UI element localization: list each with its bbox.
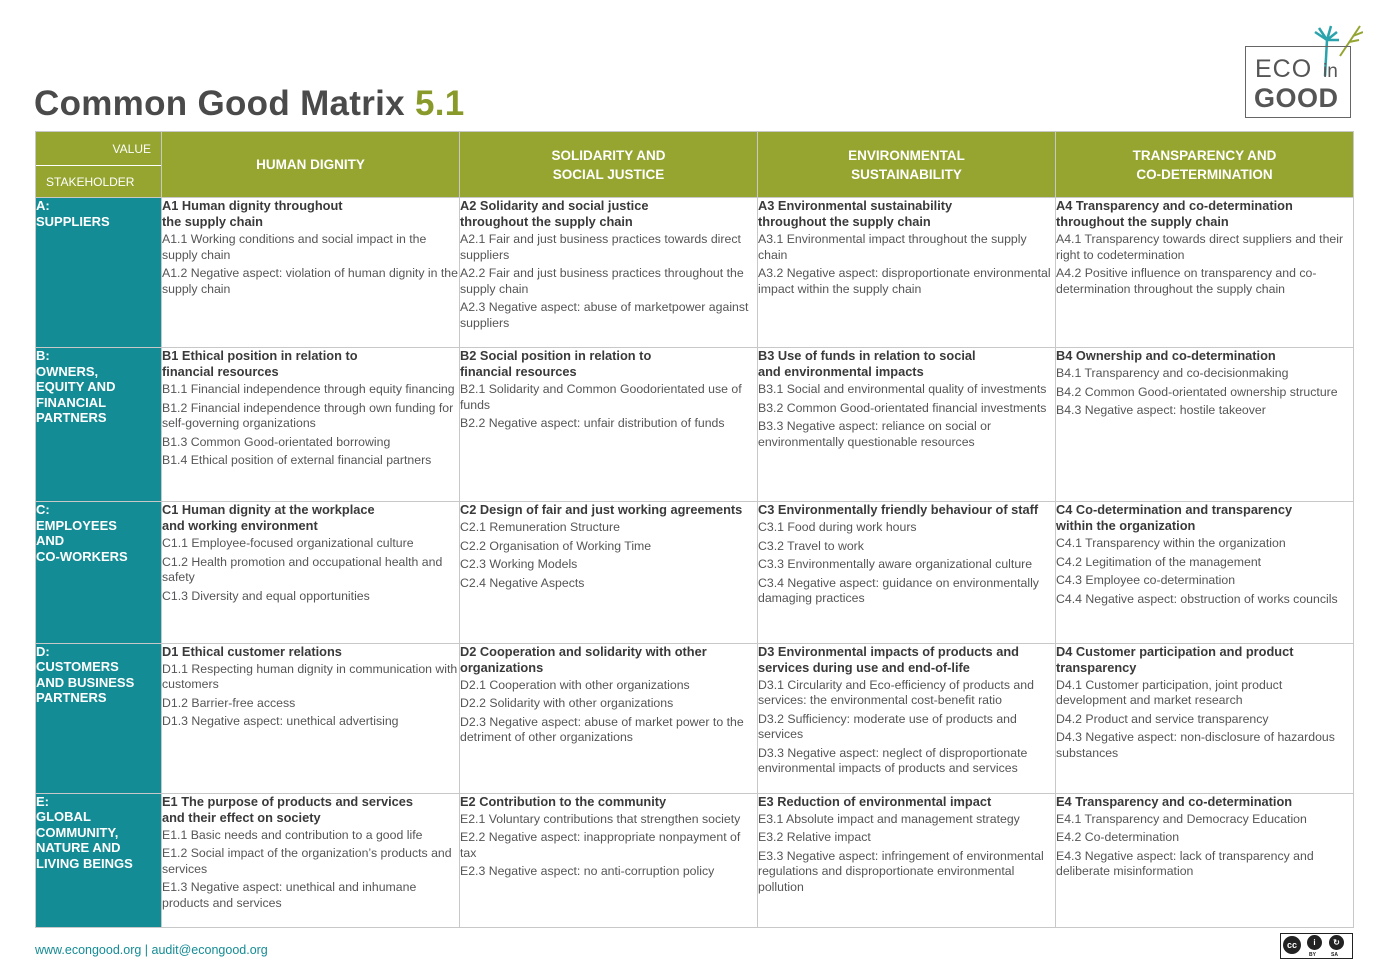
common-good-matrix (35, 131, 1354, 928)
cell-item: E1.2 Social impact of the organization’s products and services (162, 846, 452, 876)
cell-item: B1.2 Financial independence through own funding for self-governing organizations (162, 400, 454, 431)
matrix-cell (162, 793, 460, 927)
cell-item: D4.1 Customer participation, joint product development and market research (1056, 677, 1283, 708)
stakeholder-label: STAKEHOLDER (46, 175, 135, 189)
econgood-logo (1245, 18, 1363, 120)
cell-item: E4.3 Negative aspect: lack of transparency and deliberate misinformation (1056, 848, 1314, 879)
cell-title: C3 Environmentally friendly behaviour of staff (758, 502, 1039, 518)
cell-item: D4.2 Product and service transparency (1056, 711, 1269, 726)
cell-title: C2 Design of fair and just working agreements (460, 502, 743, 518)
column-header: SOLIDARITY AND SOCIAL JUSTICE (460, 132, 758, 198)
cell-item: C3.4 Negative aspect: guidance on environmentally damaging practices (758, 575, 1039, 606)
cell-item: A2.2 Fair and just business practices throughout the supply chain (460, 266, 744, 296)
cell-title: C1 Human dignity at the workplace and working environment (162, 502, 375, 534)
matrix-cell (758, 643, 1056, 793)
cell-item: B3.2 Common Good-orientated financial investments (758, 400, 1047, 415)
value-label: VALUE (112, 142, 151, 156)
cell-title: A3 Environmental sustainability throughout the supply chain (758, 198, 953, 229)
cell-item: E1.1 Basic needs and contribution to a good life (162, 827, 423, 842)
footer-links[interactable]: www.econgood.org | audit@econgood.org (35, 943, 268, 957)
cell-item: C3.3 Environmentally aware organizational culture (758, 557, 1033, 572)
matrix-cell (758, 198, 1056, 348)
cell-item: D2.3 Negative aspect: abuse of market power to the detriment of other organizations (460, 714, 744, 745)
matrix-row (36, 502, 1354, 643)
logo-box (1245, 46, 1351, 118)
cell-title: E4 Transparency and co-determination (1056, 793, 1293, 809)
cell-item: C2.1 Remuneration Structure (460, 520, 620, 535)
cell-item: A3.2 Negative aspect: disproportionate environmental impact within the supply chain (758, 266, 1051, 296)
cell-item: C4.2 Legitimation of the management (1056, 554, 1262, 569)
cc-icon: cc (1283, 936, 1301, 954)
cell-item: D2.2 Solidarity with other organizations (460, 696, 674, 711)
cell-title: B1 Ethical position in relation to financial resources (162, 348, 358, 380)
cell-item: C4.4 Negative aspect: obstruction of works councils (1056, 591, 1338, 606)
cell-item: C4.3 Employee co-determination (1056, 573, 1236, 588)
cell-item: C3.1 Food during work hours (758, 520, 917, 535)
matrix-cell (460, 502, 758, 643)
cell-item: E3.3 Negative aspect: infringement of environmental regulations and disproportionate environmental pollution (758, 848, 1044, 894)
matrix-cell (460, 793, 758, 927)
cell-title: A2 Solidarity and social justice throughout the supply chain (460, 198, 649, 229)
cell-item: C1.3 Diversity and equal opportunities (162, 588, 370, 603)
cell-item: B3.3 Negative aspect: reliance on social or environmentally questionable resources (758, 419, 992, 449)
cell-title: B3 Use of funds in relation to social and environmental impacts (758, 348, 976, 380)
cell-item: E2.3 Negative aspect: no anti-corruption policy (460, 864, 715, 879)
stakeholder-cell: E: GLOBAL COMMUNITY, NATURE AND LIVING BEINGS (36, 793, 162, 927)
cell-item: C2.2 Organisation of Working Time (460, 538, 652, 553)
column-header: HUMAN DIGNITY (162, 132, 460, 198)
matrix-cell (1056, 348, 1354, 502)
cell-item: D3.3 Negative aspect: neglect of disproportionate environmental impacts of products and services (758, 745, 1028, 776)
matrix-cell (1056, 793, 1354, 927)
cell-title: D2 Cooperation and solidarity with other organizations (460, 643, 707, 675)
cell-item: D1.1 Respecting human dignity in communication with customers (162, 661, 458, 692)
logo-good: GOOD (1254, 83, 1339, 113)
creative-commons-icon (1280, 933, 1353, 959)
cell-item: E2.1 Voluntary contributions that strengthen society (460, 811, 741, 826)
cell-title: E1 The purpose of products and services and their effect on society (162, 793, 414, 825)
cell-item: C3.2 Travel to work (758, 538, 864, 553)
matrix-cell (460, 643, 758, 793)
cell-title: D3 Environmental impacts of products and services during use and end-of-life (758, 643, 1019, 675)
matrix-cell (162, 643, 460, 793)
license-by: BY (1309, 952, 1316, 958)
cell-title: D4 Customer participation and product transparency (1056, 643, 1294, 675)
matrix-cell (758, 502, 1056, 643)
title-main: Common Good Matrix (34, 84, 405, 123)
cell-item: D1.2 Barrier-free access (162, 695, 296, 710)
title-version: 5.1 (414, 84, 465, 123)
matrix-cell (162, 502, 460, 643)
matrix-cell (758, 348, 1056, 502)
matrix-cell (1056, 502, 1354, 643)
stakeholder-cell: A: SUPPLIERS (36, 198, 162, 348)
cell-title: D1 Ethical customer relations (162, 643, 342, 659)
cell-item: C4.1 Transparency within the organization (1056, 536, 1286, 551)
page-title (34, 84, 465, 124)
cell-item: E4.2 Co-determination (1056, 830, 1180, 845)
sa-icon: ↻ (1329, 935, 1344, 950)
cell-title: E2 Contribution to the community (460, 793, 667, 809)
cell-item: D2.1 Cooperation with other organizations (460, 677, 690, 692)
cell-item: B1.1 Financial independence through equity financing (162, 382, 455, 397)
matrix-cell (1056, 643, 1354, 793)
cell-title: E3 Reduction of environmental impact (758, 793, 992, 809)
cell-item: D4.3 Negative aspect: non-disclosure of hazardous substances (1056, 730, 1335, 760)
cell-item: A3.1 Environmental impact throughout the supply chain (758, 232, 1027, 262)
cell-title: B4 Ownership and co-determination (1056, 348, 1276, 364)
cell-item: B2.1 Solidarity and Common Goodorientated use of funds (460, 382, 742, 412)
matrix-row (36, 793, 1354, 927)
matrix-cell (162, 198, 460, 348)
cell-item: B1.3 Common Good-orientated borrowing (162, 434, 391, 449)
cell-item: E3.1 Absolute impact and management strategy (758, 811, 1020, 826)
cell-item: B2.2 Negative aspect: unfair distribution of funds (460, 416, 725, 431)
cell-item: E2.2 Negative aspect: inappropriate nonpayment of tax (460, 830, 741, 860)
cell-title: A1 Human dignity throughout the supply chain (162, 198, 343, 229)
column-header: TRANSPARENCY AND CO-DETERMINATION (1056, 132, 1354, 198)
cell-item: A1.2 Negative aspect: violation of human dignity in the supply chain (162, 266, 458, 296)
stakeholder-cell: D: CUSTOMERS AND BUSINESS PARTNERS (36, 643, 162, 793)
cell-title: B2 Social position in relation to financial resources (460, 348, 652, 380)
column-header: ENVIRONMENTAL SUSTAINABILITY (758, 132, 1056, 198)
cell-item: A1.1 Working conditions and social impact in the supply chain (162, 232, 427, 262)
logo-in: in (1323, 61, 1338, 82)
cell-item: E3.2 Relative impact (758, 830, 871, 845)
matrix-cell (460, 198, 758, 348)
stakeholder-cell: B: OWNERS, EQUITY AND FINANCIAL PARTNERS (36, 348, 162, 502)
cell-item: C2.3 Working Models (460, 557, 578, 572)
cell-item: D3.2 Sufficiency: moderate use of products and services (758, 711, 1017, 742)
cell-item: A2.1 Fair and just business practices towards direct suppliers (460, 232, 741, 262)
matrix-cell (758, 793, 1056, 927)
cell-item: B4.1 Transparency and co-decisionmaking (1056, 366, 1289, 381)
cell-item: A4.1 Transparency towards direct suppliers and their right to codetermination (1056, 232, 1344, 262)
cell-item: C1.2 Health promotion and occupational health and safety (162, 554, 443, 585)
matrix-cell (162, 348, 460, 502)
header-corner (36, 132, 162, 198)
matrix-row (36, 643, 1354, 793)
cell-item: B1.4 Ethical position of external financial partners (162, 453, 432, 468)
matrix-cell (460, 348, 758, 502)
logo-eco: ECO (1255, 55, 1313, 83)
cell-item: B4.2 Common Good-orientated ownership structure (1056, 384, 1338, 399)
license-sa: SA (1331, 952, 1338, 958)
cell-item: D3.1 Circularity and Eco-efficiency of products and services: the environmental cost-benefit ratio (758, 677, 1034, 708)
cell-item: C1.1 Employee-focused organizational culture (162, 536, 414, 551)
cell-item: E4.1 Transparency and Democracy Education (1056, 811, 1307, 826)
cell-item: A4.2 Positive influence on transparency and co-determination throughout the supply chain (1056, 266, 1317, 296)
cell-title: A4 Transparency and co-determination throughout the supply chain (1056, 198, 1293, 229)
matrix-row (36, 348, 1354, 502)
stakeholder-cell: C: EMPLOYEES AND CO-WORKERS (36, 502, 162, 643)
cell-item: B3.1 Social and environmental quality of investments (758, 382, 1047, 397)
cell-item: B4.3 Negative aspect: hostile takeover (1056, 403, 1266, 418)
cell-item: E1.3 Negative aspect: unethical and inhumane products and services (162, 880, 417, 910)
cell-item: D1.3 Negative aspect: unethical advertising (162, 714, 399, 729)
matrix-cell (1056, 198, 1354, 348)
by-icon: i (1307, 935, 1322, 950)
matrix-row (36, 198, 1354, 348)
cell-title: C4 Co-determination and transparency within the organization (1056, 502, 1293, 534)
cell-item: C2.4 Negative Aspects (460, 575, 585, 590)
cell-item: A2.3 Negative aspect: abuse of marketpower against suppliers (460, 300, 749, 330)
